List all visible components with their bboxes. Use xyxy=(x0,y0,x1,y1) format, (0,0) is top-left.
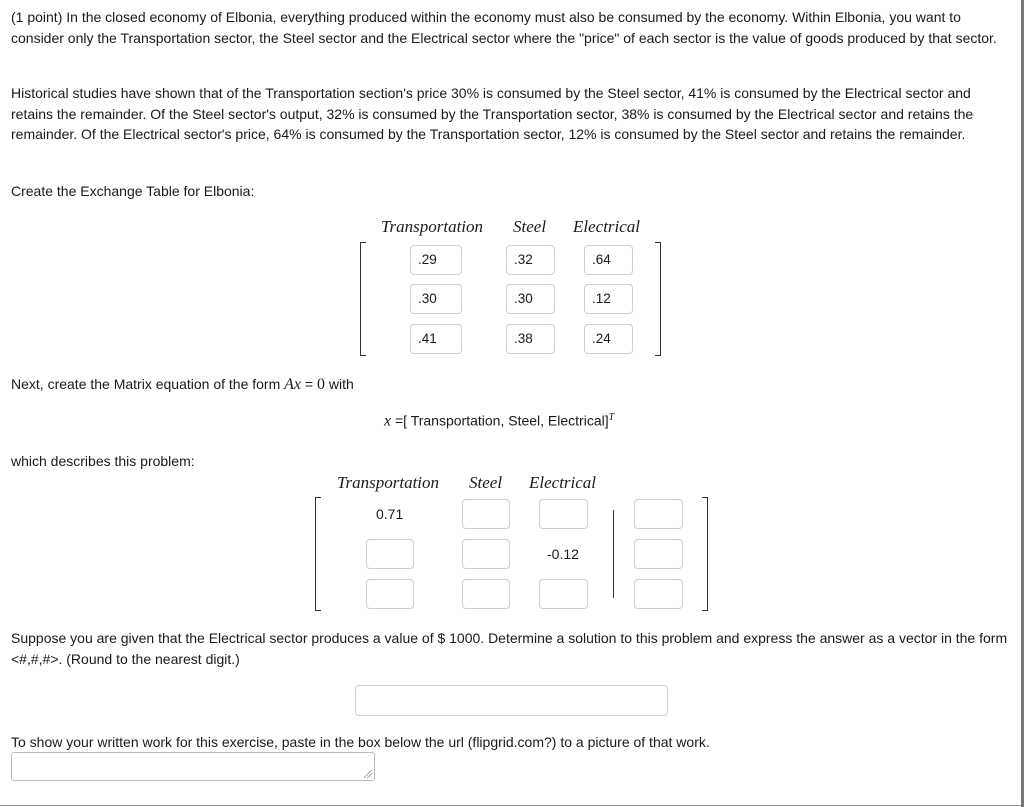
exchange-cell-r0-c2[interactable]: .64 xyxy=(584,245,633,275)
matrix-prompt-suffix: with xyxy=(324,376,354,392)
exchange-cell-r2-c1[interactable]: .38 xyxy=(506,324,555,354)
history-paragraph: Historical studies have shown that of the Transportation section's price 30% is consumed by the Steel sector, 41% is consumed by the Electrical sector and retains the remainder. Of the Steel sector's output, 32% is consumed by the Transportation sector, 38% is consumed by the Electrical sector and retains the remainder. Of the Electrical sector's price, 64% is consumed by the Transportation sector, 12% is consumed by the Steel sector and retains the remainder. xyxy=(11,85,974,142)
answer-vector-input[interactable] xyxy=(355,685,668,716)
x-variable: x xyxy=(384,412,392,430)
matrix-formula: Ax xyxy=(284,376,302,393)
aug-header-steel: Steel xyxy=(469,473,503,492)
x-definition xyxy=(384,408,614,432)
aug-header-transportation: Transportation xyxy=(337,473,440,492)
exchange-cell-r2-c0[interactable]: .41 xyxy=(410,324,462,354)
exchange-cell-r1-c0[interactable]: .30 xyxy=(410,284,462,314)
header-transportation: Transportation xyxy=(381,217,484,236)
matrix-zero: 0 xyxy=(316,376,325,393)
exchange-right-bracket xyxy=(655,242,661,356)
matrix-prompt-prefix: Next, create the Matrix equation of the form xyxy=(11,376,285,392)
x-definition-text: =[ Transportation, Steel, Electrical] xyxy=(391,412,609,429)
aug-cell-r2-c0[interactable] xyxy=(366,579,414,609)
aug-header-electrical: Electrical xyxy=(529,473,597,492)
suppose-paragraph: Suppose you are given that the Electrical sector produces a value of $ 1000. Determine a solution to this problem and express the answer as a vector in the form <#,#,#>. (Round to the nearest digit.) xyxy=(11,630,1008,667)
which-describes: which describes this problem: xyxy=(11,453,195,469)
aug-rhs-r0[interactable] xyxy=(634,499,683,529)
aug-cell-r0-c0: 0.71 xyxy=(376,506,404,522)
aug-rhs-r2[interactable] xyxy=(634,579,683,609)
resize-grip-icon[interactable] xyxy=(364,770,372,778)
header-steel: Steel xyxy=(513,217,547,236)
header-electrical: Electrical xyxy=(573,217,641,236)
aug-cell-r1-c1[interactable] xyxy=(462,539,510,569)
aug-cell-r1-c2: -0.12 xyxy=(547,546,579,562)
exchange-cell-r2-c2[interactable]: .24 xyxy=(584,324,633,354)
aug-cell-r1-c0[interactable] xyxy=(366,539,414,569)
exchange-prompt: Create the Exchange Table for Elbonia: xyxy=(11,183,255,199)
aug-cell-r0-c1[interactable] xyxy=(462,499,510,529)
exchange-cell-r0-c0[interactable]: .29 xyxy=(410,245,462,275)
aug-cell-r0-c2[interactable] xyxy=(539,499,588,529)
intro-paragraph: (1 point) In the closed economy of Elbonia, everything produced within the economy must also be consumed by the economy. Within Elbonia, you want to consider only the Transportation sector, the Steel sector and the Electrical sector where the "price" of each sector is the value of goods produced by that sector. xyxy=(11,9,997,46)
aug-cell-r2-c1[interactable] xyxy=(462,579,510,609)
aug-cell-r2-c2[interactable] xyxy=(539,579,588,609)
work-prompt: To show your written work for this exercise, paste in the box below the url (flipgrid.com?) to a picture of that work. xyxy=(11,734,710,750)
matrix-prompt xyxy=(11,374,354,395)
exchange-left-bracket xyxy=(360,242,366,356)
aug-rhs-r1[interactable] xyxy=(634,539,683,569)
exchange-cell-r0-c1[interactable]: .32 xyxy=(506,245,555,275)
matrix-equals: = xyxy=(301,376,317,392)
exchange-cell-r1-c1[interactable]: .30 xyxy=(506,284,555,314)
work-url-textarea[interactable] xyxy=(11,752,375,781)
transpose-symbol: T xyxy=(608,412,615,423)
aug-left-bracket xyxy=(315,497,321,611)
aug-right-bracket xyxy=(702,497,708,611)
aug-separator xyxy=(613,510,614,598)
exchange-cell-r1-c2[interactable]: .12 xyxy=(584,284,633,314)
